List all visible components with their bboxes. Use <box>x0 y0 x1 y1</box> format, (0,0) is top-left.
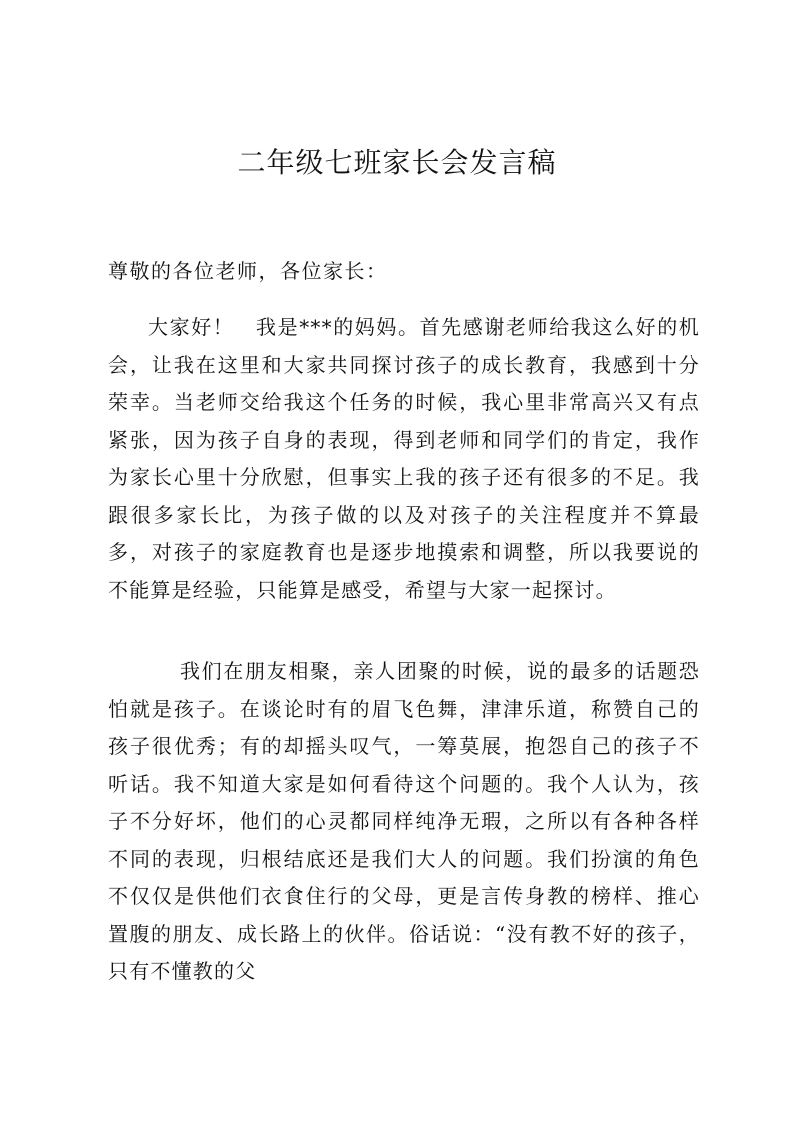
paragraph-2: 我们在朋友相聚，亲人团聚的时候，说的最多的话题恐怕就是孩子。在谈论时有的眉飞色舞，津津乐道，称赞自己的孩子很优秀；有的却摇头叹气，一筹莫展，抱怨自己的孩子不听话。我不知道大家是如何看待这个问题的。我个人认为，孩子不分好坏，他们的心灵都同样纯净无瑕，之所以有各种各样不同的表现，归根结底还是我们大人的问题。我们扮演的角色不仅仅是供他们衣食住行的父母，更是言传身教的榜样、推心置腹的朋友、成长路上的伙伴。俗话说：“没有教不好的孩子，只有不懂教的父 <box>108 659 700 983</box>
salutation: 尊敬的各位老师，各位家长： <box>108 259 388 283</box>
document-title: 二年级七班家长会发言稿 <box>237 146 557 179</box>
paragraph-1: 大家好！ 我是***的妈妈。首先感谢老师给我这么好的机会，让我在这里和大家共同探讨孩子的成长教育，我感到十分荣幸。当老师交给我这个任务的时候，我心里非常高兴又有点紧张，因为孩子自身的表现，得到老师和同学们的肯定，我作为家长心里十分欣慰，但事实上我的孩子还有很多的不足。我跟很多家长比，为孩子做的以及对孩子的关注程度并不算最多，对孩子的家庭教育也是逐步地摸索和调整，所以我要说的不能算是经验，只能算是感受，希望与大家一起探讨。 <box>108 315 700 602</box>
